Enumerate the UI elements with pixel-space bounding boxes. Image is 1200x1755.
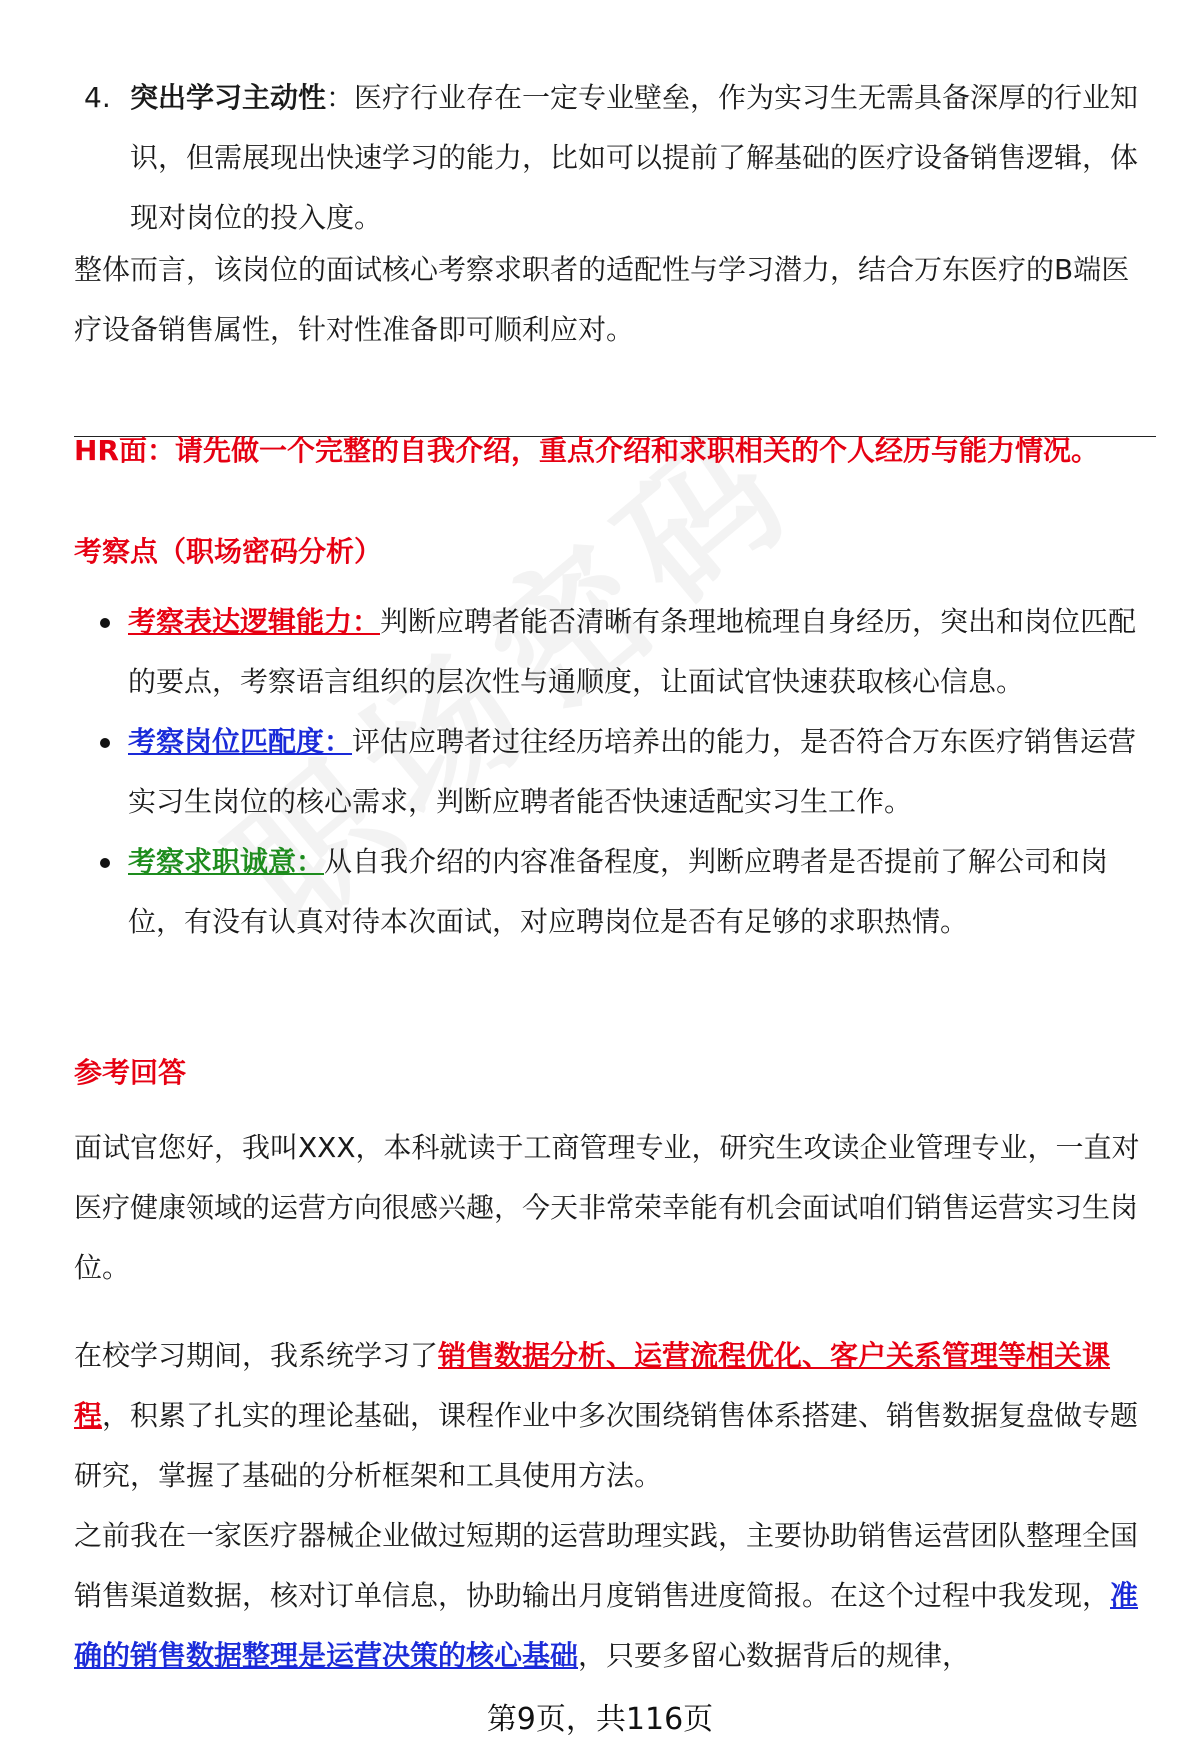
highlight-text: 销售数据分析、运营流程优化、客户关系管理等相关课程	[74, 1339, 1111, 1432]
bullet-label: 考察岗位匹配度：	[128, 725, 353, 758]
text-segment: ，积累了扎实的理论基础，课程作业中多次围绕销售体系搭建、销售数据复盘做专题研究，掌握了基础的分析框架和工具使用方法。	[74, 1399, 1139, 1492]
bullet-text: 判断应聘者能否清晰有条理地梳理自身经历，突出和岗位匹配的要点，考察语言组织的层次性与通顺度，让面试官快速获取核心信息。	[128, 605, 1137, 698]
bullet-label: 考察求职诚意：	[128, 845, 325, 878]
analysis-heading: 考察点（职场密码分析）	[74, 535, 383, 568]
bullet-text: 从自我介绍的内容准备程度，判断应聘者是否提前了解公司和岗位，有没有认真对待本次面试，对应聘岗位是否有足够的求职热情。	[128, 845, 1109, 938]
answer-paragraph-2	[74, 1326, 1154, 1506]
bullet-dot-icon	[100, 858, 110, 868]
item-text: ：医疗行业存在一定专业壁垒，作为实习生无需具备深厚的行业知识，但需展现出快速学习的能力，比如可以提前了解基础的医疗设备销售逻辑，体现对岗位的投入度。	[130, 81, 1139, 234]
item-title: 突出学习主动性	[130, 81, 327, 114]
summary-paragraph: 整体而言，该岗位的面试核心考察求职者的适配性与学习潜力，结合万东医疗的B端医疗设备销售属性，针对性准备即可顺利应对。	[74, 253, 1130, 346]
list-item	[74, 592, 1164, 712]
analysis-list	[74, 592, 1164, 952]
question-heading: HR面：请先做一个完整的自我介绍，重点介绍和求职相关的个人经历与能力情况。	[74, 434, 1099, 467]
text-segment: 在校学习期间，我系统学习了	[74, 1339, 439, 1372]
text-segment: ，只要多留心数据背后的规律，	[578, 1639, 971, 1672]
numbered-item-4	[84, 68, 1142, 248]
list-item	[74, 832, 1164, 952]
text-segment: 之前我在一家医疗器械企业做过短期的运营助理实践，主要协助销售运营团队整理全国销售渠道数据，核对订单信息，协助输出月度销售进度简报。在这个过程中我发现，	[74, 1519, 1139, 1612]
answer-paragraph-1: 面试官您好，我叫XXX，本科就读于工商管理专业，研究生攻读企业管理专业，一直对医疗健康领域的运营方向很感兴趣，今天非常荣幸能有机会面试咱们销售运营实习生岗位。	[74, 1131, 1140, 1284]
bullet-label: 考察表达逻辑能力：	[128, 605, 381, 638]
bullet-text: 评估应聘者过往经历培养出的能力，是否符合万东医疗销售运营实习生岗位的核心需求，判断应聘者能否快速适配实习生工作。	[128, 725, 1137, 818]
page-footer: 第9页，共116页	[486, 1702, 714, 1737]
item-number: 4.	[84, 81, 111, 114]
answer-heading: 参考回答	[74, 1056, 187, 1089]
list-item	[74, 712, 1164, 832]
bullet-dot-icon	[100, 738, 110, 748]
item-body	[130, 68, 1142, 248]
highlight-text: 准确的销售数据整理是运营决策的核心基础	[74, 1579, 1139, 1672]
answer-paragraph-3	[74, 1506, 1154, 1686]
bullet-dot-icon	[100, 618, 110, 628]
